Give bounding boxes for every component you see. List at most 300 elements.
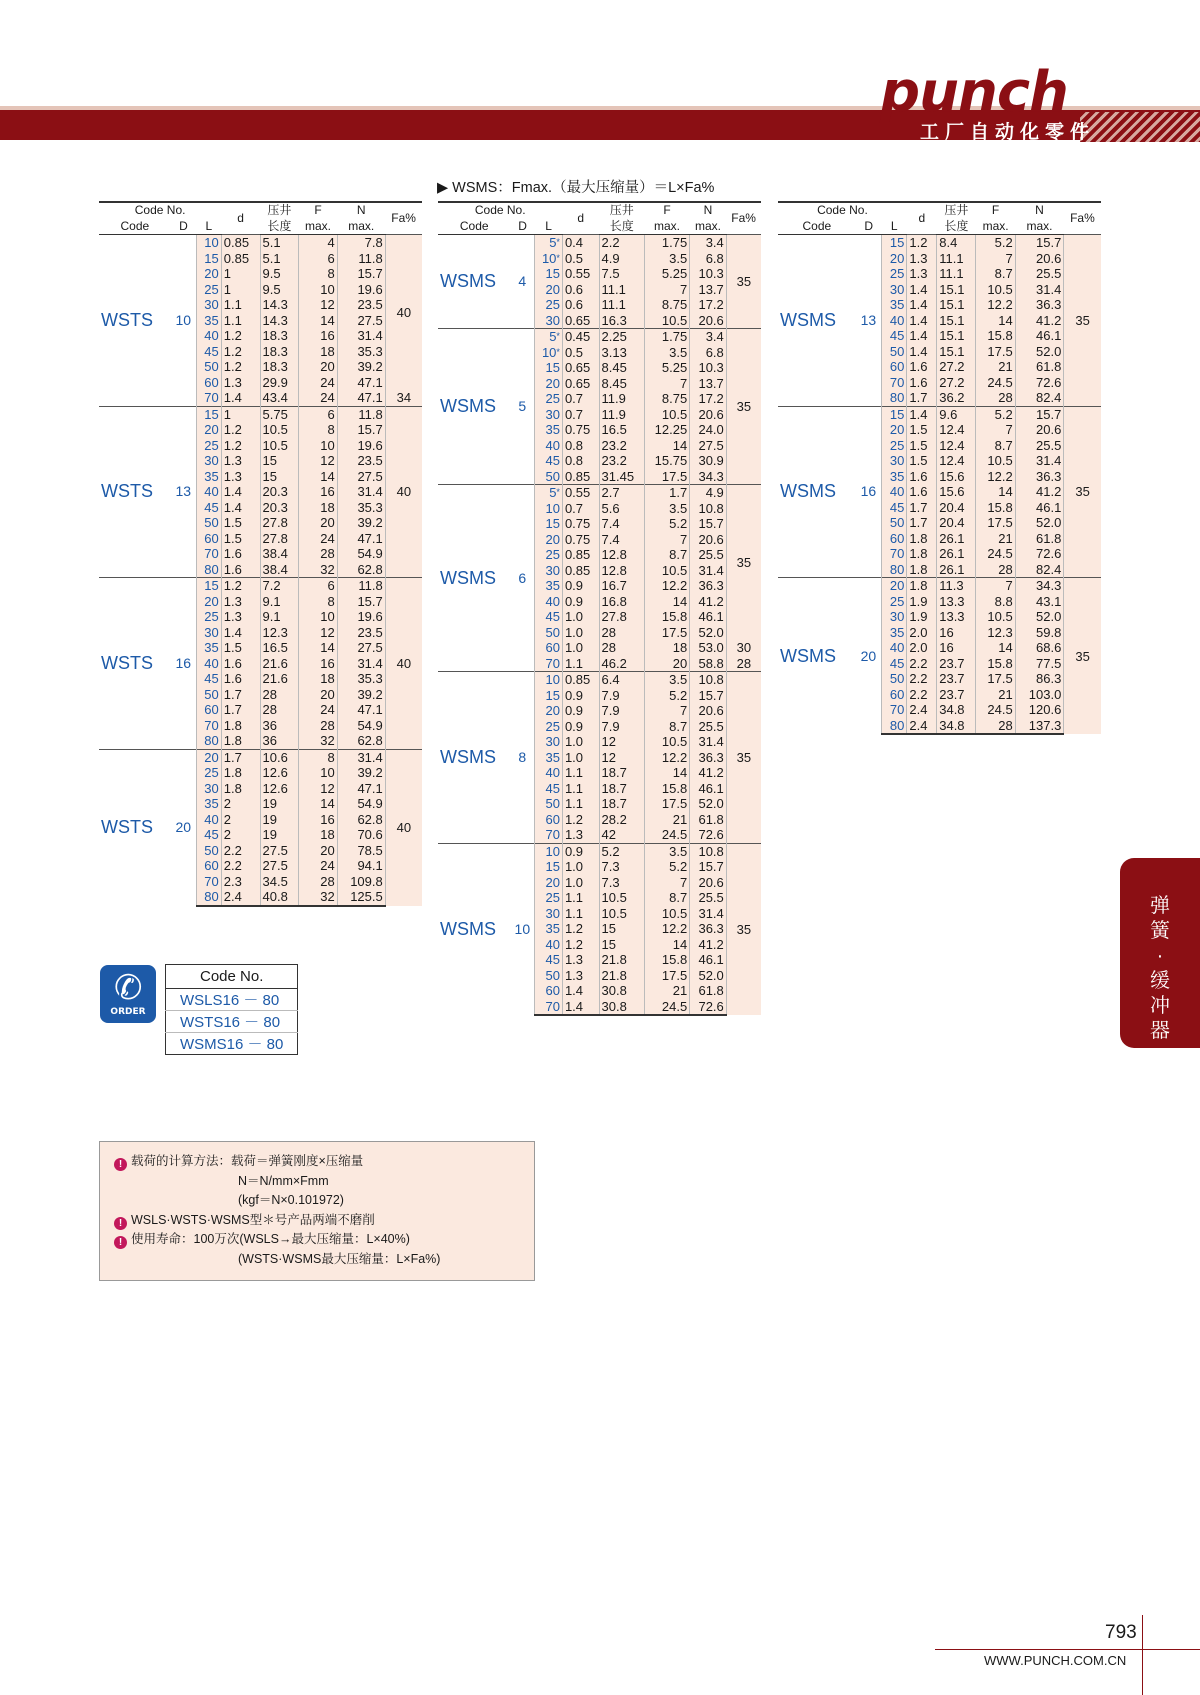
note-line: N＝N/mm×Fmm [238, 1174, 329, 1188]
n-max-cell: 24.0 [690, 422, 727, 438]
L-cell: 60 [196, 531, 221, 547]
n-max-cell: 41.2 [690, 594, 727, 610]
d-cell: 0.7 [562, 407, 599, 423]
f-max-cell: 24 [299, 531, 337, 547]
table-row [438, 329, 761, 345]
header-solid-length: 压井 [260, 202, 299, 219]
f-max-cell: 5.25 [644, 360, 689, 376]
info-icon: ! [114, 1158, 127, 1171]
code-cell: WSMS [438, 329, 510, 485]
f-max-cell: 12.2 [644, 921, 689, 937]
table-row [99, 749, 422, 765]
d-cell: 0.75 [562, 532, 599, 548]
n-max-cell: 43.1 [1015, 594, 1064, 610]
n-max-cell: 34.3 [690, 469, 727, 485]
header-code-no: Code No. [99, 202, 221, 219]
header-L: L [535, 219, 563, 235]
code-cell: WSMS [778, 406, 856, 578]
L-cell: 15 [535, 360, 563, 376]
solid-length-cell: 30.8 [599, 983, 644, 999]
n-max-cell: 27.5 [337, 469, 385, 485]
d-cell: 0.9 [562, 578, 599, 594]
L-cell: 25 [196, 282, 221, 298]
f-max-cell: 14 [644, 937, 689, 953]
L-cell: 5* [535, 235, 563, 251]
L-cell: 20 [196, 749, 221, 765]
L-cell: 50 [535, 796, 563, 812]
order-example: WSMS16 － 80 [166, 1033, 298, 1055]
f-max-cell: 5.2 [644, 688, 689, 704]
solid-length-cell: 5.6 [599, 501, 644, 517]
d-cell: 1.3 [221, 375, 260, 391]
side-tab-label: 弹簧·缓冲器 [1150, 895, 1170, 1042]
n-max-cell: 31.4 [690, 734, 727, 750]
fa-cell: 30 [726, 640, 761, 656]
f-max-cell: 14 [299, 313, 337, 329]
n-max-cell: 15.7 [337, 266, 385, 282]
f-max-cell: 17.5 [644, 796, 689, 812]
header-solid-length: 压井 [599, 202, 644, 219]
f-max-cell: 7 [644, 875, 689, 891]
header-f: F [976, 202, 1015, 219]
d-cell: 1.6 [221, 671, 260, 687]
solid-length-cell: 12 [599, 734, 644, 750]
f-max-cell: 10.5 [644, 407, 689, 423]
f-max-cell: 18 [299, 827, 337, 843]
n-max-cell: 46.1 [690, 781, 727, 797]
solid-length-cell: 15.1 [937, 328, 976, 344]
L-cell: 50 [882, 344, 907, 360]
n-max-cell: 61.8 [1015, 359, 1064, 375]
solid-length-cell: 20.3 [260, 484, 299, 500]
n-max-cell: 52.0 [1015, 609, 1064, 625]
L-cell: 35 [535, 422, 563, 438]
d-cell: 0.8 [562, 438, 599, 454]
L-cell: 15 [535, 266, 563, 282]
L-cell: 50 [535, 469, 563, 485]
d-cell: 1.5 [221, 531, 260, 547]
code-cell: WSTS [99, 749, 171, 906]
L-cell: 20 [882, 251, 907, 267]
f-max-cell: 12 [299, 781, 337, 797]
L-cell: 40 [196, 812, 221, 828]
L-cell: 5* [535, 485, 563, 501]
L-cell: 20 [882, 422, 907, 438]
f-max-cell: 32 [299, 733, 337, 749]
f-max-cell: 14 [299, 796, 337, 812]
solid-length-cell: 10.5 [599, 890, 644, 906]
f-max-cell: 12 [299, 453, 337, 469]
L-cell: 25 [196, 609, 221, 625]
f-max-cell: 24 [299, 702, 337, 718]
f-max-cell: 12.2 [644, 578, 689, 594]
n-max-cell: 46.1 [1015, 328, 1064, 344]
d-cell: 1.1 [562, 765, 599, 781]
f-max-cell: 8.75 [644, 391, 689, 407]
L-cell: 30 [535, 407, 563, 423]
f-max-cell: 10.5 [644, 313, 689, 329]
d-cell: 0.55 [562, 485, 599, 501]
unground-marker: * [556, 487, 560, 498]
L-cell: 15 [535, 859, 563, 875]
n-max-cell: 47.1 [337, 702, 385, 718]
d-cell: 1.5 [907, 422, 937, 438]
n-max-cell: 31.4 [337, 484, 385, 500]
L-cell: 35 [535, 921, 563, 937]
d-cell: 0.85 [562, 563, 599, 579]
n-max-cell: 36.3 [690, 750, 727, 766]
L-cell: 30 [535, 313, 563, 329]
L-cell: 15 [882, 406, 907, 422]
n-max-cell: 10.8 [690, 672, 727, 688]
f-max-cell: 1.7 [644, 485, 689, 501]
notes-box [99, 1141, 535, 1281]
table-row [438, 485, 761, 501]
d-cell: 1.0 [562, 625, 599, 641]
f-max-cell: 7 [644, 703, 689, 719]
header-solid-length-2: 长度 [599, 219, 644, 235]
d-cell: 0.85 [221, 235, 260, 251]
n-max-cell: 15.7 [690, 688, 727, 704]
brand-logo [880, 60, 1200, 145]
n-max-cell: 82.4 [1015, 390, 1064, 406]
L-cell: 50 [196, 843, 221, 859]
L-cell: 35 [882, 469, 907, 485]
solid-length-cell: 18.7 [599, 781, 644, 797]
n-max-cell: 94.1 [337, 858, 385, 874]
n-max-cell: 41.2 [1015, 484, 1064, 500]
solid-length-cell: 9.6 [937, 406, 976, 422]
d-cell: 1.2 [562, 812, 599, 828]
D-cell: 13 [856, 235, 882, 407]
f-max-cell: 6 [299, 578, 337, 594]
spec-table-wsms-small [438, 201, 761, 1016]
n-max-cell: 31.4 [1015, 282, 1064, 298]
d-cell: 2.2 [907, 671, 937, 687]
L-cell: 80 [882, 718, 907, 735]
table-row [438, 672, 761, 688]
f-max-cell: 18 [299, 500, 337, 516]
note-line: (kgf＝N×0.101972) [238, 1193, 344, 1207]
D-cell: 16 [171, 578, 197, 750]
D-cell: 6 [510, 485, 534, 672]
n-max-cell: 20.6 [690, 875, 727, 891]
L-cell: 70 [882, 375, 907, 391]
d-cell: 1.3 [562, 968, 599, 984]
d-cell: 1.1 [562, 656, 599, 672]
n-max-cell: 109.8 [337, 874, 385, 890]
solid-length-cell: 16 [937, 625, 976, 641]
f-max-cell: 18 [644, 640, 689, 656]
solid-length-cell: 15 [260, 453, 299, 469]
f-max-cell: 14 [644, 765, 689, 781]
L-cell: 70 [535, 656, 563, 672]
solid-length-cell: 8.4 [937, 235, 976, 251]
solid-length-cell: 21.6 [260, 671, 299, 687]
unground-marker: * [556, 252, 560, 263]
d-cell: 1.3 [221, 453, 260, 469]
d-cell: 1.7 [907, 500, 937, 516]
L-cell: 70 [196, 874, 221, 890]
D-cell: 20 [856, 578, 882, 735]
d-cell: 1.6 [221, 656, 260, 672]
n-max-cell: 41.2 [690, 937, 727, 953]
n-max-cell: 62.8 [337, 812, 385, 828]
D-cell: 8 [510, 672, 534, 844]
d-cell: 2.4 [907, 702, 937, 718]
solid-length-cell: 16.3 [599, 313, 644, 329]
n-max-cell: 58.8 [690, 656, 727, 672]
f-max-cell: 14 [299, 640, 337, 656]
L-cell: 10 [535, 672, 563, 688]
d-cell: 0.6 [562, 297, 599, 313]
n-max-cell: 17.2 [690, 297, 727, 313]
header-d: d [907, 202, 937, 235]
L-cell: 35 [535, 750, 563, 766]
solid-length-cell: 43.4 [260, 390, 299, 406]
solid-length-cell: 2.7 [599, 485, 644, 501]
solid-length-cell: 12.4 [937, 438, 976, 454]
f-max-cell: 24.5 [976, 702, 1015, 718]
solid-length-cell: 7.3 [599, 859, 644, 875]
L-cell: 45 [196, 500, 221, 516]
f-max-cell: 20 [299, 359, 337, 375]
L-cell: 25 [535, 547, 563, 563]
L-cell: 20 [196, 422, 221, 438]
header-d: d [221, 202, 260, 235]
L-cell: 35 [196, 469, 221, 485]
f-max-cell: 17.5 [644, 469, 689, 485]
f-max-cell: 5.2 [976, 235, 1015, 251]
d-cell: 1.1 [562, 781, 599, 797]
fa-cell: 40 [385, 749, 422, 906]
d-cell: 1 [221, 282, 260, 298]
f-max-cell: 12.3 [976, 625, 1015, 641]
solid-length-cell: 18.3 [260, 344, 299, 360]
d-cell: 1.7 [221, 687, 260, 703]
f-max-cell: 8.7 [644, 890, 689, 906]
d-cell: 1.2 [221, 422, 260, 438]
f-max-cell: 28 [976, 718, 1015, 735]
f-max-cell: 10.5 [644, 906, 689, 922]
L-cell: 25 [535, 719, 563, 735]
f-max-cell: 17.5 [976, 515, 1015, 531]
footer-url[interactable]: WWW.PUNCH.COM.CN [984, 1653, 1127, 1668]
f-max-cell: 17.5 [976, 671, 1015, 687]
solid-length-cell: 16 [937, 640, 976, 656]
header-f-max: max. [976, 219, 1015, 235]
f-max-cell: 24.5 [976, 375, 1015, 391]
d-cell: 2.2 [221, 858, 260, 874]
d-cell: 1.4 [562, 983, 599, 999]
fa-cell: 35 [1064, 235, 1101, 407]
L-cell: 20 [535, 376, 563, 392]
f-max-cell: 10.5 [976, 282, 1015, 298]
solid-length-cell: 10.6 [260, 749, 299, 765]
f-max-cell: 12.2 [644, 750, 689, 766]
L-cell: 80 [196, 733, 221, 749]
D-cell: 10 [171, 235, 197, 407]
n-max-cell: 15.7 [690, 859, 727, 875]
n-max-cell: 25.5 [690, 890, 727, 906]
table-row [99, 235, 422, 251]
L-cell: 25 [535, 890, 563, 906]
solid-length-cell: 12 [599, 750, 644, 766]
f-max-cell: 7 [644, 532, 689, 548]
L-cell: 40 [882, 313, 907, 329]
n-max-cell: 72.6 [1015, 546, 1064, 562]
info-icon: ! [114, 1236, 127, 1249]
solid-length-cell: 38.4 [260, 562, 299, 578]
L-cell: 25 [535, 297, 563, 313]
d-cell: 1.3 [562, 827, 599, 843]
note-line: ! 载荷的计算方法：载荷＝弹簧刚度×压缩量 [114, 1152, 363, 1172]
fa-cell: 35 [1064, 406, 1101, 578]
solid-length-cell: 21.8 [599, 968, 644, 984]
L-cell: 10* [535, 345, 563, 361]
solid-length-cell: 34.8 [937, 702, 976, 718]
d-cell: 1.3 [562, 952, 599, 968]
n-max-cell: 10.8 [690, 843, 727, 859]
spec-table-wsms-large [778, 201, 1101, 735]
d-cell: 0.8 [562, 453, 599, 469]
d-cell: 1.6 [221, 562, 260, 578]
solid-length-cell: 7.2 [260, 578, 299, 594]
D-cell: 4 [510, 235, 534, 329]
L-cell: 40 [196, 484, 221, 500]
solid-length-cell: 16.5 [599, 422, 644, 438]
f-max-cell: 20 [644, 656, 689, 672]
f-max-cell: 16 [299, 484, 337, 500]
header-code-no: Code No. [438, 202, 562, 219]
table-row [438, 235, 761, 251]
solid-length-cell: 15 [599, 921, 644, 937]
spec-table-wsts [99, 201, 422, 907]
f-max-cell: 10.5 [976, 453, 1015, 469]
f-max-cell: 24 [299, 390, 337, 406]
n-max-cell: 47.1 [337, 531, 385, 547]
d-cell: 2.0 [907, 625, 937, 641]
code-cell: WSMS [438, 672, 510, 844]
code-cell: WSTS [99, 406, 171, 578]
solid-length-cell: 12.6 [260, 765, 299, 781]
n-max-cell: 10.3 [690, 266, 727, 282]
d-cell: 1.8 [221, 733, 260, 749]
section-title: ▶ WSMS：Fmax.（最大压缩量）＝L×Fa% [437, 180, 715, 196]
n-max-cell: 47.1 [337, 781, 385, 797]
f-max-cell: 6 [299, 406, 337, 422]
header-code-no: Code No. [778, 202, 907, 219]
code-cell: WSTS [99, 235, 171, 407]
n-max-cell: 54.9 [337, 718, 385, 734]
n-max-cell: 15.7 [690, 516, 727, 532]
fa-cell: 35 [726, 329, 761, 485]
n-max-cell: 137.3 [1015, 718, 1064, 735]
n-max-cell: 3.4 [690, 235, 727, 251]
d-cell: 0.85 [562, 469, 599, 485]
d-cell: 0.75 [562, 516, 599, 532]
n-max-cell: 31.4 [1015, 453, 1064, 469]
L-cell: 40 [882, 484, 907, 500]
n-max-cell: 39.2 [337, 687, 385, 703]
d-cell: 1.4 [907, 282, 937, 298]
solid-length-cell: 11.3 [937, 578, 976, 594]
brand-tagline: 工厂自动化零件 [920, 121, 1096, 143]
L-cell: 30 [196, 453, 221, 469]
L-cell: 70 [196, 546, 221, 562]
d-cell: 1.7 [907, 515, 937, 531]
d-cell: 1.6 [907, 375, 937, 391]
solid-length-cell: 11.1 [599, 282, 644, 298]
d-cell: 1.2 [907, 235, 937, 251]
f-max-cell: 21 [976, 531, 1015, 547]
solid-length-cell: 2.25 [599, 329, 644, 345]
n-max-cell: 61.8 [690, 983, 727, 999]
d-cell: 2 [221, 796, 260, 812]
n-max-cell: 11.8 [337, 251, 385, 267]
fa-cell: 35 [726, 843, 761, 1015]
d-cell: 1.8 [221, 765, 260, 781]
d-cell: 1.4 [907, 406, 937, 422]
L-cell: 40 [535, 937, 563, 953]
solid-length-cell: 28.2 [599, 812, 644, 828]
n-max-cell: 62.8 [337, 562, 385, 578]
L-cell: 45 [196, 827, 221, 843]
n-max-cell: 82.4 [1015, 562, 1064, 578]
f-max-cell: 15.8 [644, 781, 689, 797]
solid-length-cell: 18.7 [599, 796, 644, 812]
L-cell: 70 [196, 718, 221, 734]
n-max-cell: 25.5 [1015, 438, 1064, 454]
L-cell: 20 [882, 578, 907, 594]
f-max-cell: 28 [976, 390, 1015, 406]
L-cell: 25 [882, 594, 907, 610]
header-code: Code [778, 219, 856, 235]
L-cell: 30 [196, 297, 221, 313]
solid-length-cell: 18.3 [260, 359, 299, 375]
d-cell: 0.65 [562, 376, 599, 392]
f-max-cell: 15.8 [976, 656, 1015, 672]
f-max-cell: 18 [299, 671, 337, 687]
f-max-cell: 10 [299, 438, 337, 454]
L-cell: 60 [196, 375, 221, 391]
header-f-max: max. [644, 219, 689, 235]
solid-length-cell: 30.8 [599, 999, 644, 1016]
solid-length-cell: 11.9 [599, 391, 644, 407]
d-cell: 0.9 [562, 703, 599, 719]
header-L: L [196, 219, 221, 235]
header-n: N [690, 202, 727, 219]
f-max-cell: 14 [644, 438, 689, 454]
L-cell: 50 [196, 515, 221, 531]
d-cell: 1.1 [562, 796, 599, 812]
header-solid-length: 压井 [937, 202, 976, 219]
solid-length-cell: 10.5 [260, 422, 299, 438]
d-cell: 0.65 [562, 360, 599, 376]
solid-length-cell: 14.3 [260, 297, 299, 313]
f-max-cell: 20 [299, 515, 337, 531]
code-cell: WSTS [99, 578, 171, 750]
L-cell: 20 [535, 282, 563, 298]
solid-length-cell: 15.1 [937, 297, 976, 313]
phone-icon: ✆ [114, 969, 143, 1007]
f-max-cell: 5.2 [644, 516, 689, 532]
side-category-tab[interactable] [1120, 858, 1200, 1048]
solid-length-cell: 36 [260, 718, 299, 734]
d-cell: 1.2 [221, 359, 260, 375]
L-cell: 10 [535, 501, 563, 517]
f-max-cell: 7 [644, 376, 689, 392]
